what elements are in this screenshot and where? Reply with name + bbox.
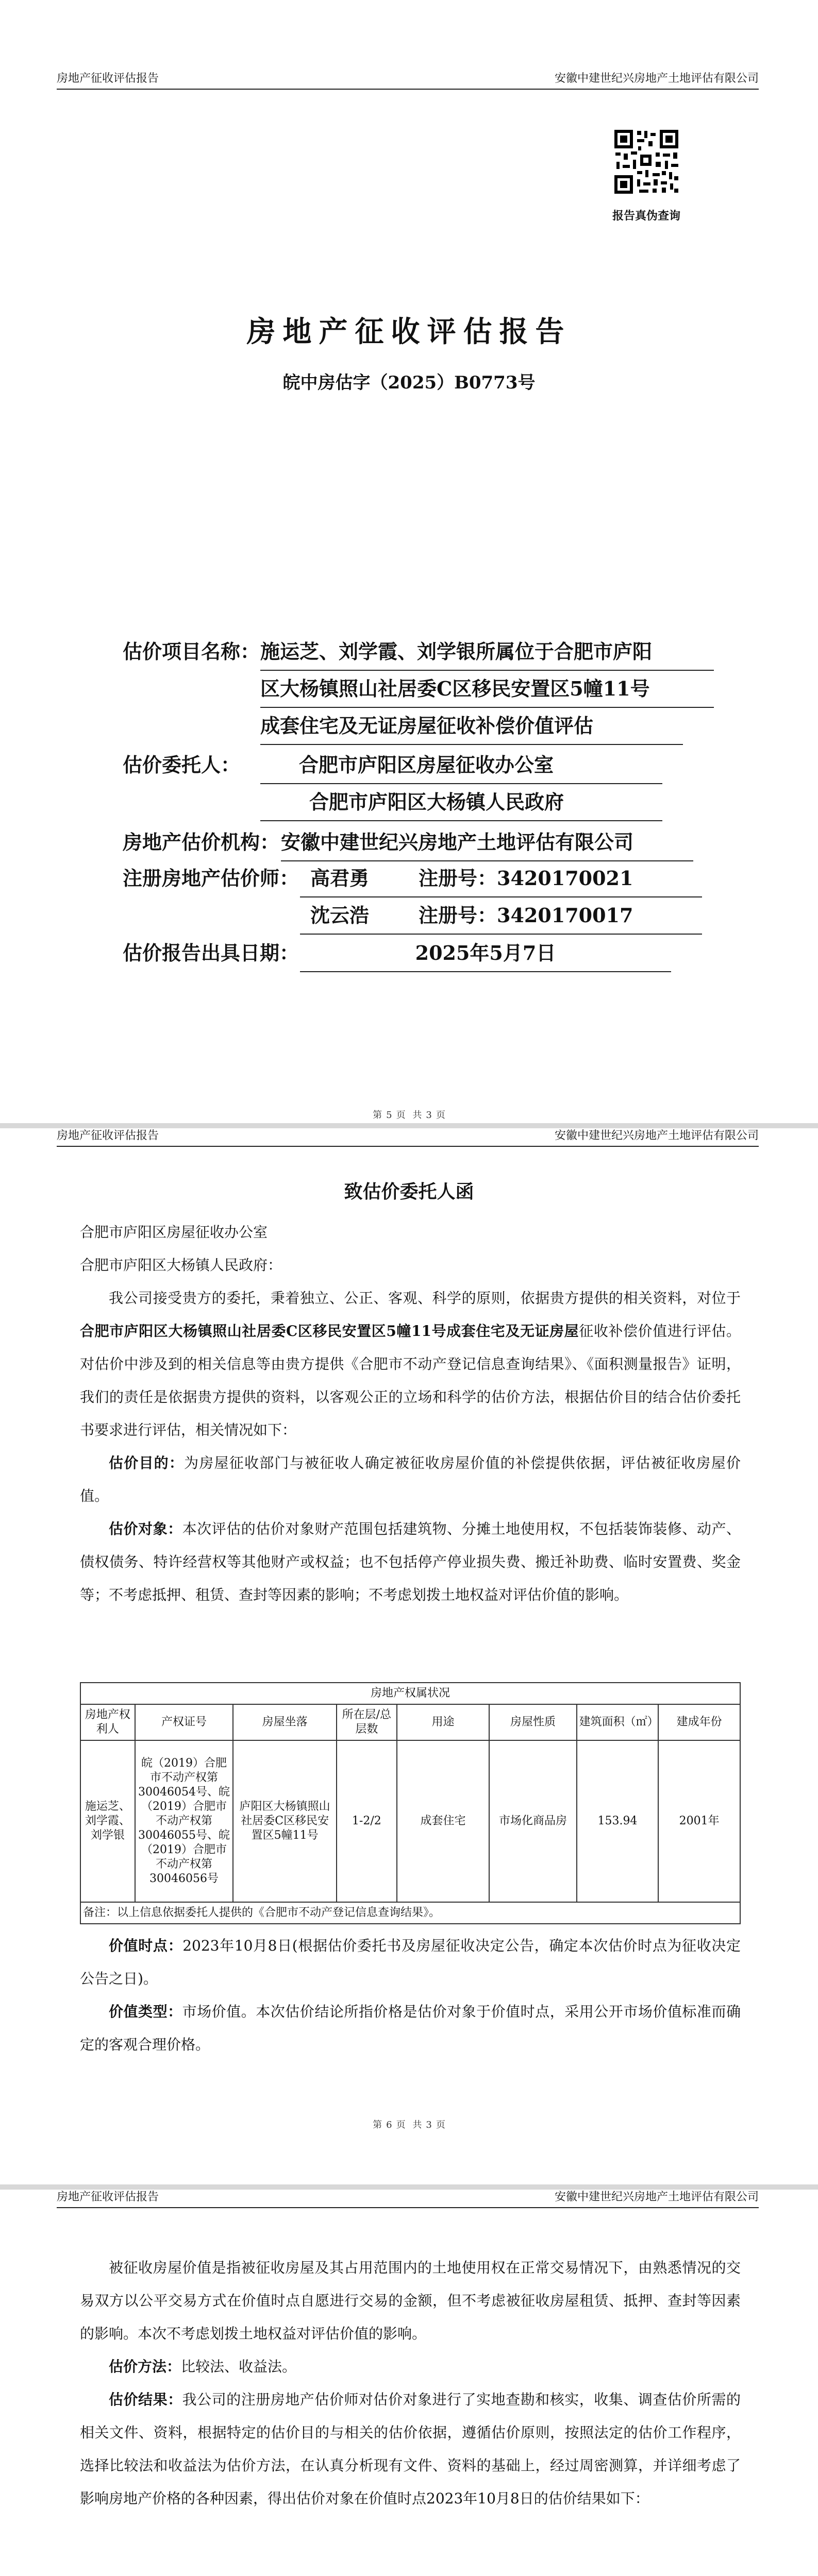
page-header	[57, 1128, 759, 1147]
header-left: 房地产征收评估报告	[57, 1129, 159, 1142]
agency-name: 安徽中建世纪兴房地产土地评估有限公司	[281, 824, 693, 861]
header-left: 房地产征收评估报告	[57, 72, 159, 85]
header-left: 房地产征收评估报告	[57, 2191, 159, 2204]
ownership-table	[80, 1682, 741, 1924]
client-label: 估价委托人：	[123, 753, 241, 776]
header-right: 安徽中建世纪兴房地产土地评估有限公司	[554, 72, 759, 85]
letter-body	[80, 1216, 741, 1612]
page-header	[57, 71, 759, 90]
appraiser-name: 高君勇	[310, 867, 370, 890]
value-type-paragraph: 价值类型：市场价值。本次估价结论所指价格是估价对象于价值时点，采用公开市场价值标准而确定的客观合理价格。	[80, 2003, 741, 2053]
project-name	[260, 634, 714, 745]
issue-date: 2025年5月7日	[300, 935, 671, 972]
report-title: 房地产征收评估报告	[246, 315, 572, 349]
appraiser-row	[300, 897, 702, 935]
client-line: 合肥市庐阳区房屋征收办公室	[260, 747, 662, 784]
letter-page	[0, 1128, 818, 2184]
results-page	[0, 2190, 818, 2576]
cover-page	[0, 0, 818, 1123]
value-date-paragraph: 价值时点：2023年10月8日(根据估价委托书及房屋征收决定公告，确定本次估价时点为征收决定公告之日)。	[80, 1937, 741, 1987]
appraiser-name: 沈云浩	[310, 904, 370, 927]
reg-label: 注册号：	[419, 867, 497, 890]
project-label: 估价项目名称：	[123, 640, 260, 663]
appraiser-label: 注册房地产估价师：	[123, 867, 299, 890]
date-label: 估价报告出具日期：	[123, 941, 299, 964]
method-paragraph: 估价方法：比较法、收益法。	[109, 2358, 297, 2375]
page-footer: 第 6 页 共 3 页	[373, 2120, 445, 2130]
project-line: 成套住宅及无证房屋征收补偿价值评估	[260, 708, 683, 745]
letter-body-2	[80, 1929, 741, 2061]
appraiser-list	[300, 860, 702, 935]
header-right: 安徽中建世纪兴房地产土地评估有限公司	[554, 1129, 759, 1142]
letter-title: 致估价委托人函	[344, 1181, 474, 1202]
table-row: 施运芝、刘学霞、刘学银 皖（2019）合肥市不动产权第30046054号、皖（2019）合肥市不动产权第30046055号、皖（2019）合肥市不动产权第30046056号 庐阳区大杨镇照山社居委C区移民安置区5幢11号 1-2/2 成套住宅 市场化商品房 153.94 2001年	[80, 1740, 740, 1902]
appraiser-row	[300, 860, 702, 897]
reg-label: 注册号：	[419, 904, 497, 927]
table-header-row: 房地产权利人 产权证号 房屋坐落 所在层/总层数 用途 房屋性质 建筑面积（㎡） 建成年份	[80, 1704, 740, 1740]
result-paragraph: 估价结果：我公司的注册房地产估价师对估价对象进行了实地查勘和核实，收集、调查估价所需的相关文件、资料，根据特定的估价目的与相关的估价依据，遵循估价原则，按照法定的估价工作程序，选择比较法和收益法为估价方法，在认真分析现有文件、资料的基础上，经过周密测算，并详细考虑了影响房地产价格的各种因素，得出估价对象在价值时点2023年10月8日的估价结果如下：	[80, 2391, 741, 2507]
addressee: 合肥市庐阳区房屋征收办公室	[80, 1224, 268, 1241]
qr-caption: 报告真伪查询	[612, 209, 680, 223]
reg-number: 3420170021	[497, 867, 633, 890]
agency-label: 房地产估价机构：	[123, 831, 280, 854]
intro-paragraph: 我公司接受贵方的委托，秉着独立、公正、客观、科学的原则，依据贵方提供的相关资料，对位于合肥市庐阳区大杨镇照山社居委C区移民安置区5幢11号成套住宅及无证房屋征收补偿价值进行评估。对估价中涉及到的相关信息等由贵方提供《合肥市不动产登记信息查询结果》、《面积测量报告》证明，我们的责任是依据贵方提供的资料，以客观公正的立场和科学的估价方法，根据估价目的结合估价委托书要求进行评估，相关情况如下：	[80, 1290, 741, 1438]
object-paragraph: 估价对象：本次评估的估价对象财产范围包括建筑物、分摊土地使用权，不包括装饰装修、动产、债权债务、特许经营权等其他财产或权益；也不包括停产停业损失费、搬迁补助费、临时安置费、奖金等；不考虑抵押、租赁、查封等因素的影响；不考虑划拨土地权益对评估价值的影响。	[80, 1520, 741, 1603]
project-line: 区大杨镇照山社居委C区移民安置区5幢11号	[260, 671, 714, 708]
qr-code-icon[interactable]	[612, 128, 680, 196]
project-line: 施运芝、刘学霞、刘学银所属位于合肥市庐阳	[260, 634, 714, 671]
table-note: 备注：以上信息依据委托人提供的《合肥市不动产登记信息查询结果》。	[80, 1902, 740, 1924]
client-line: 合肥市庐阳区大杨镇人民政府	[260, 784, 662, 821]
addressee: 合肥市庐阳区大杨镇人民政府：	[80, 1257, 282, 1274]
header-right: 安徽中建世纪兴房地产土地评估有限公司	[554, 2191, 759, 2204]
purpose-paragraph: 估价目的：为房屋征收部门与被征收人确定被征收房屋价值的补偿提供依据，评估被征收房屋价值。	[80, 1454, 741, 1504]
report-number: 皖中房估字（2025）B0773号	[282, 372, 536, 393]
reg-number: 3420170017	[497, 904, 633, 927]
definition-paragraph: 被征收房屋价值是指被征收房屋及其占用范围内的土地使用权在正常交易情况下，由熟悉情况的交易双方以公平交易方式在价值时点自愿进行交易的金额，但不考虑被征收房屋租赁、抵押、查封等因素的影响。本次不考虑划拨土地权益对评估价值的影响。	[80, 2259, 741, 2342]
page-header	[57, 2190, 759, 2208]
page-footer: 第 5 页 共 3 页	[373, 1110, 445, 1121]
table-group-header: 房地产权属状况	[80, 1683, 740, 1704]
client-block	[260, 747, 662, 821]
results-body	[80, 2251, 741, 2515]
